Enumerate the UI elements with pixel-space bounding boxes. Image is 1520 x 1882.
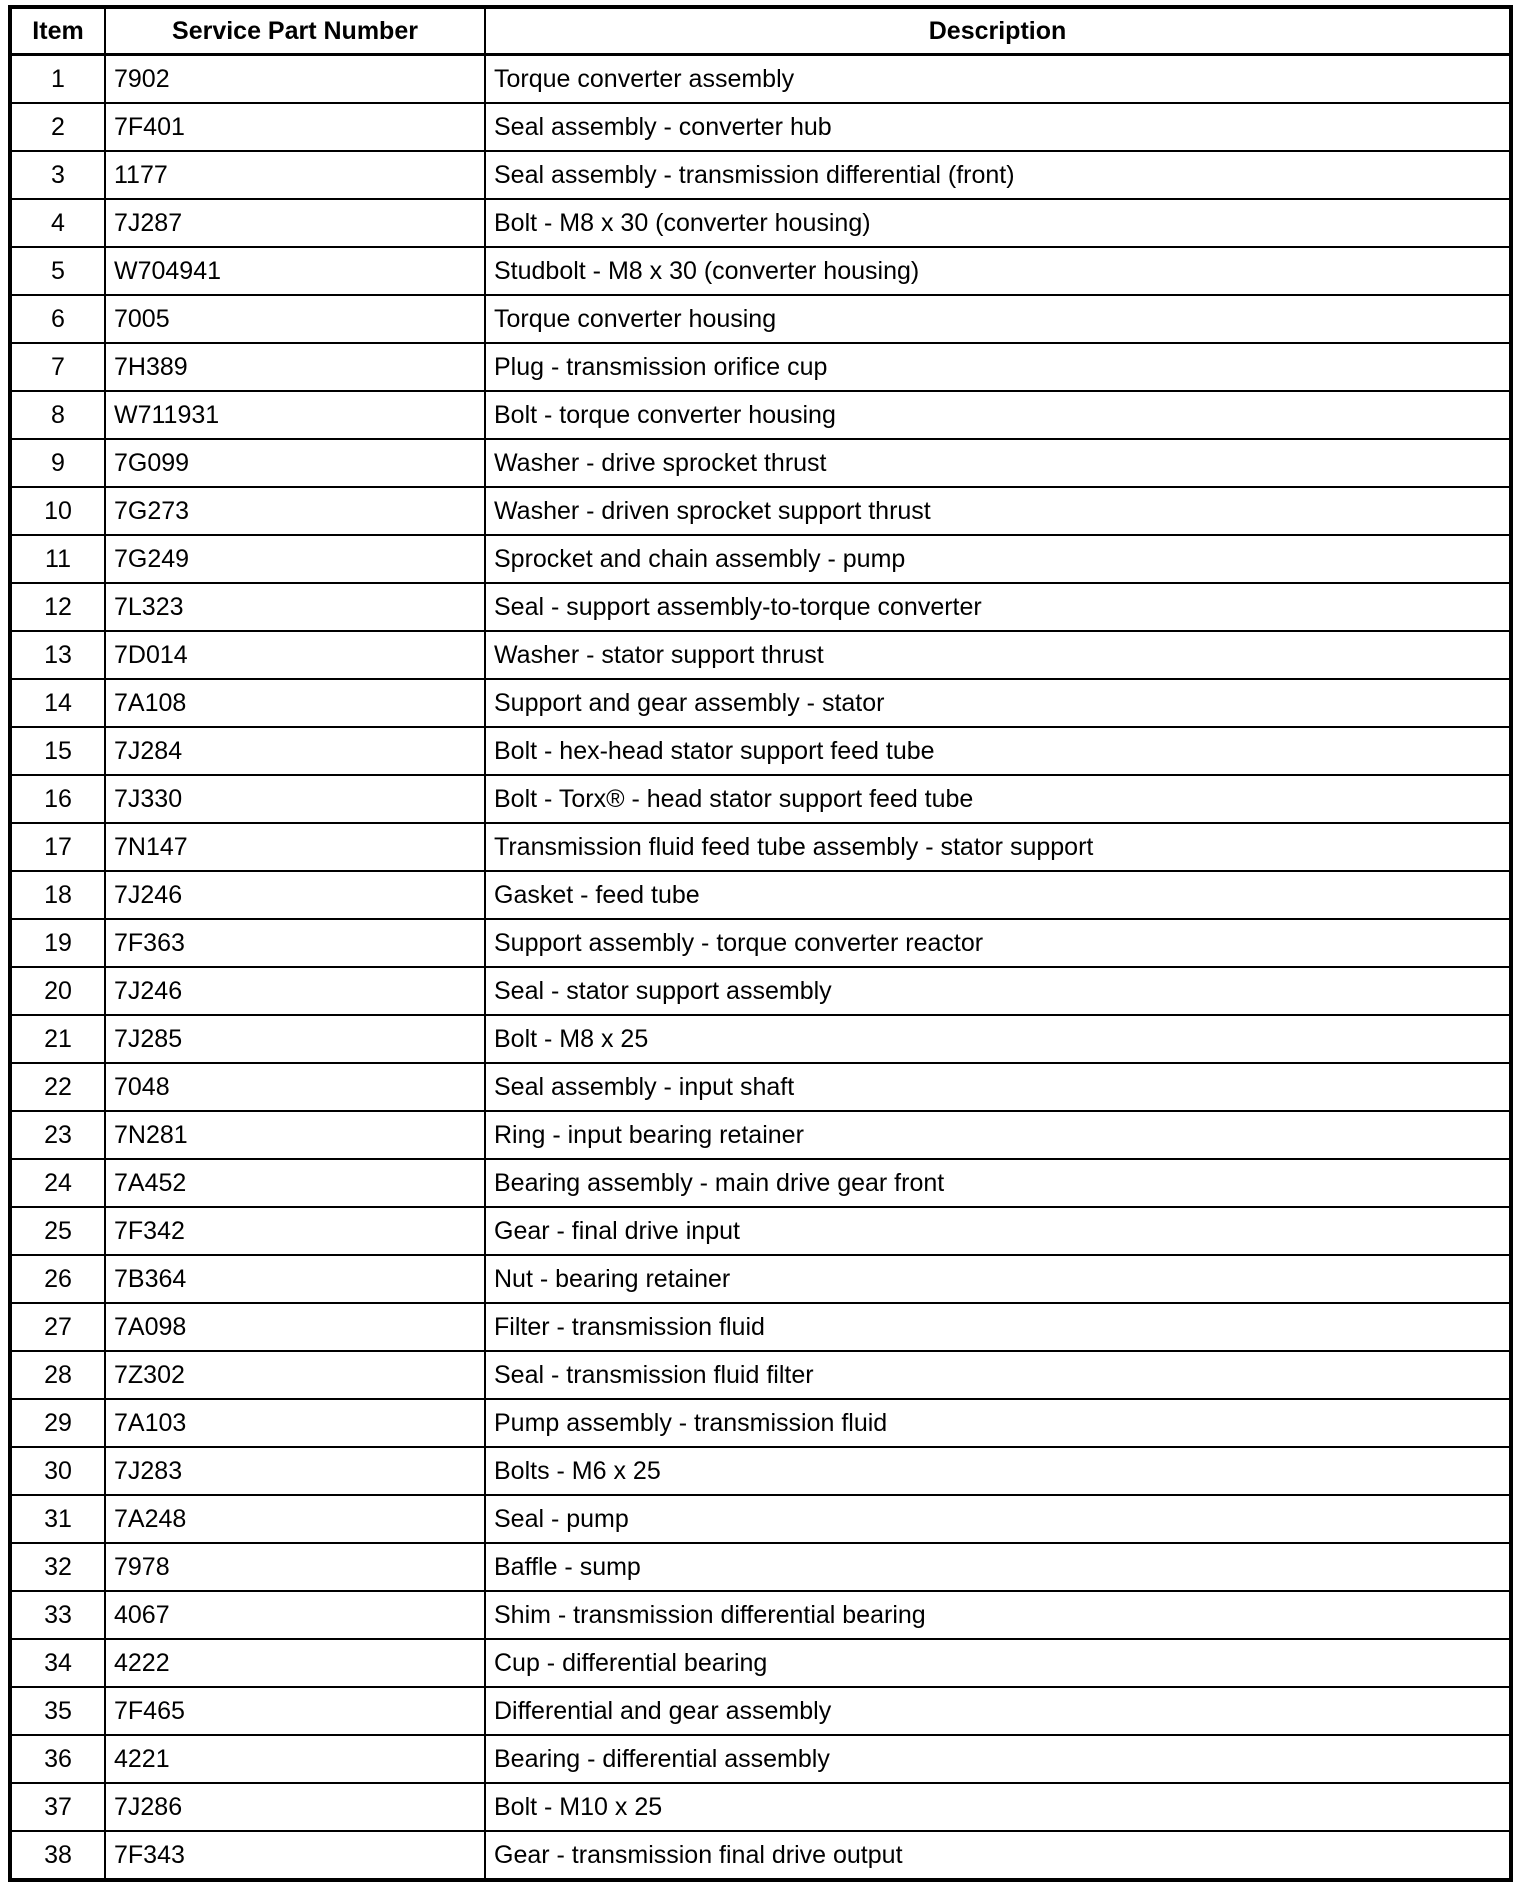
table-row [10, 871, 1511, 919]
cell-service-part-number: 7F401 [105, 103, 485, 151]
cell-item: 33 [10, 1591, 105, 1639]
cell-description: Support and gear assembly - stator [485, 679, 1511, 727]
cell-item: 34 [10, 1639, 105, 1687]
table-row [10, 1639, 1511, 1687]
cell-service-part-number: 7Z302 [105, 1351, 485, 1399]
table-row [10, 1447, 1511, 1495]
cell-item: 7 [10, 343, 105, 391]
cell-service-part-number: 7J287 [105, 199, 485, 247]
cell-service-part-number: 4067 [105, 1591, 485, 1639]
cell-item: 25 [10, 1207, 105, 1255]
cell-item: 14 [10, 679, 105, 727]
cell-description: Bearing - differential assembly [485, 1735, 1511, 1783]
cell-service-part-number: 4221 [105, 1735, 485, 1783]
header-service-part-number: Service Part Number [105, 7, 485, 55]
cell-item: 23 [10, 1111, 105, 1159]
table-row [10, 967, 1511, 1015]
cell-item: 18 [10, 871, 105, 919]
cell-service-part-number: 7D014 [105, 631, 485, 679]
cell-description: Studbolt - M8 x 30 (converter housing) [485, 247, 1511, 295]
cell-description: Washer - driven sprocket support thrust [485, 487, 1511, 535]
table-row [10, 775, 1511, 823]
table-row [10, 1399, 1511, 1447]
cell-description: Plug - transmission orifice cup [485, 343, 1511, 391]
cell-service-part-number: 7F363 [105, 919, 485, 967]
cell-description: Bearing assembly - main drive gear front [485, 1159, 1511, 1207]
cell-description: Bolt - M10 x 25 [485, 1783, 1511, 1831]
cell-item: 9 [10, 439, 105, 487]
cell-item: 2 [10, 103, 105, 151]
table-row [10, 1303, 1511, 1351]
cell-item: 1 [10, 55, 105, 104]
table-row [10, 151, 1511, 199]
cell-item: 3 [10, 151, 105, 199]
cell-description: Cup - differential bearing [485, 1639, 1511, 1687]
cell-description: Nut - bearing retainer [485, 1255, 1511, 1303]
cell-description: Torque converter housing [485, 295, 1511, 343]
table-row [10, 1687, 1511, 1735]
table-row [10, 55, 1511, 104]
cell-description: Seal assembly - input shaft [485, 1063, 1511, 1111]
cell-service-part-number: 7H389 [105, 343, 485, 391]
table-row [10, 1351, 1511, 1399]
table-row [10, 1255, 1511, 1303]
cell-service-part-number: 7J285 [105, 1015, 485, 1063]
cell-item: 13 [10, 631, 105, 679]
table-row [10, 247, 1511, 295]
cell-description: Sprocket and chain assembly - pump [485, 535, 1511, 583]
cell-item: 12 [10, 583, 105, 631]
cell-description: Filter - transmission fluid [485, 1303, 1511, 1351]
table-row [10, 1063, 1511, 1111]
cell-description: Seal - transmission fluid filter [485, 1351, 1511, 1399]
cell-item: 17 [10, 823, 105, 871]
cell-description: Ring - input bearing retainer [485, 1111, 1511, 1159]
cell-description: Bolts - M6 x 25 [485, 1447, 1511, 1495]
cell-item: 5 [10, 247, 105, 295]
cell-item: 20 [10, 967, 105, 1015]
cell-description: Baffle - sump [485, 1543, 1511, 1591]
cell-description: Seal assembly - converter hub [485, 103, 1511, 151]
cell-description: Gasket - feed tube [485, 871, 1511, 919]
table-row [10, 727, 1511, 775]
table-row [10, 1015, 1511, 1063]
table-row [10, 583, 1511, 631]
cell-item: 29 [10, 1399, 105, 1447]
table-row [10, 1735, 1511, 1783]
header-description: Description [485, 7, 1511, 55]
cell-item: 28 [10, 1351, 105, 1399]
table-row [10, 199, 1511, 247]
cell-description: Bolt - torque converter housing [485, 391, 1511, 439]
cell-service-part-number: 7G273 [105, 487, 485, 535]
cell-service-part-number: 7J246 [105, 871, 485, 919]
cell-service-part-number: 1177 [105, 151, 485, 199]
cell-service-part-number: 7F342 [105, 1207, 485, 1255]
cell-service-part-number: 7F343 [105, 1831, 485, 1880]
cell-service-part-number: 7J283 [105, 1447, 485, 1495]
header-row [10, 7, 1511, 55]
cell-description: Torque converter assembly [485, 55, 1511, 104]
cell-item: 4 [10, 199, 105, 247]
cell-item: 16 [10, 775, 105, 823]
cell-description: Transmission fluid feed tube assembly - stator support [485, 823, 1511, 871]
header-item: Item [10, 7, 105, 55]
cell-service-part-number: 7L323 [105, 583, 485, 631]
cell-description: Seal - stator support assembly [485, 967, 1511, 1015]
cell-service-part-number: W704941 [105, 247, 485, 295]
cell-item: 6 [10, 295, 105, 343]
cell-service-part-number: 7902 [105, 55, 485, 104]
parts-table [8, 5, 1513, 1882]
cell-item: 22 [10, 1063, 105, 1111]
cell-item: 30 [10, 1447, 105, 1495]
cell-description: Gear - final drive input [485, 1207, 1511, 1255]
table-row [10, 343, 1511, 391]
cell-service-part-number: 7N281 [105, 1111, 485, 1159]
cell-service-part-number: 7G249 [105, 535, 485, 583]
table-row [10, 631, 1511, 679]
table-row [10, 391, 1511, 439]
cell-item: 8 [10, 391, 105, 439]
cell-service-part-number: 4222 [105, 1639, 485, 1687]
cell-service-part-number: 7J286 [105, 1783, 485, 1831]
table-row [10, 487, 1511, 535]
cell-item: 19 [10, 919, 105, 967]
cell-service-part-number: 7F465 [105, 1687, 485, 1735]
cell-item: 27 [10, 1303, 105, 1351]
cell-item: 31 [10, 1495, 105, 1543]
cell-item: 21 [10, 1015, 105, 1063]
table-row [10, 1543, 1511, 1591]
cell-description: Gear - transmission final drive output [485, 1831, 1511, 1880]
cell-service-part-number: W711931 [105, 391, 485, 439]
table-row [10, 535, 1511, 583]
cell-service-part-number: 7J284 [105, 727, 485, 775]
table-body [10, 55, 1511, 1881]
cell-description: Bolt - M8 x 30 (converter housing) [485, 199, 1511, 247]
cell-description: Seal - support assembly-to-torque converter [485, 583, 1511, 631]
table-row [10, 1591, 1511, 1639]
cell-description: Bolt - hex-head stator support feed tube [485, 727, 1511, 775]
cell-item: 32 [10, 1543, 105, 1591]
cell-item: 15 [10, 727, 105, 775]
cell-description: Pump assembly - transmission fluid [485, 1399, 1511, 1447]
cell-description: Support assembly - torque converter reactor [485, 919, 1511, 967]
cell-service-part-number: 7B364 [105, 1255, 485, 1303]
table-header [10, 7, 1511, 55]
cell-item: 24 [10, 1159, 105, 1207]
cell-service-part-number: 7005 [105, 295, 485, 343]
cell-service-part-number: 7978 [105, 1543, 485, 1591]
table-row [10, 823, 1511, 871]
cell-item: 35 [10, 1687, 105, 1735]
table-row [10, 439, 1511, 487]
table-row [10, 919, 1511, 967]
cell-service-part-number: 7048 [105, 1063, 485, 1111]
cell-description: Bolt - Torx® - head stator support feed tube [485, 775, 1511, 823]
cell-service-part-number: 7A248 [105, 1495, 485, 1543]
table-row [10, 679, 1511, 727]
cell-item: 10 [10, 487, 105, 535]
cell-service-part-number: 7J246 [105, 967, 485, 1015]
table-row [10, 1207, 1511, 1255]
table-row [10, 1159, 1511, 1207]
cell-service-part-number: 7G099 [105, 439, 485, 487]
table-row [10, 1783, 1511, 1831]
cell-description: Washer - drive sprocket thrust [485, 439, 1511, 487]
cell-description: Seal assembly - transmission differential (front) [485, 151, 1511, 199]
cell-description: Bolt - M8 x 25 [485, 1015, 1511, 1063]
cell-item: 37 [10, 1783, 105, 1831]
cell-item: 11 [10, 535, 105, 583]
table-row [10, 295, 1511, 343]
table-row [10, 1831, 1511, 1880]
table-row [10, 103, 1511, 151]
cell-description: Shim - transmission differential bearing [485, 1591, 1511, 1639]
cell-description: Differential and gear assembly [485, 1687, 1511, 1735]
cell-service-part-number: 7A452 [105, 1159, 485, 1207]
table-row [10, 1495, 1511, 1543]
cell-description: Washer - stator support thrust [485, 631, 1511, 679]
cell-item: 26 [10, 1255, 105, 1303]
cell-description: Seal - pump [485, 1495, 1511, 1543]
cell-service-part-number: 7A103 [105, 1399, 485, 1447]
table-row [10, 1111, 1511, 1159]
cell-item: 38 [10, 1831, 105, 1880]
cell-service-part-number: 7N147 [105, 823, 485, 871]
cell-item: 36 [10, 1735, 105, 1783]
cell-service-part-number: 7A098 [105, 1303, 485, 1351]
cell-service-part-number: 7A108 [105, 679, 485, 727]
cell-service-part-number: 7J330 [105, 775, 485, 823]
